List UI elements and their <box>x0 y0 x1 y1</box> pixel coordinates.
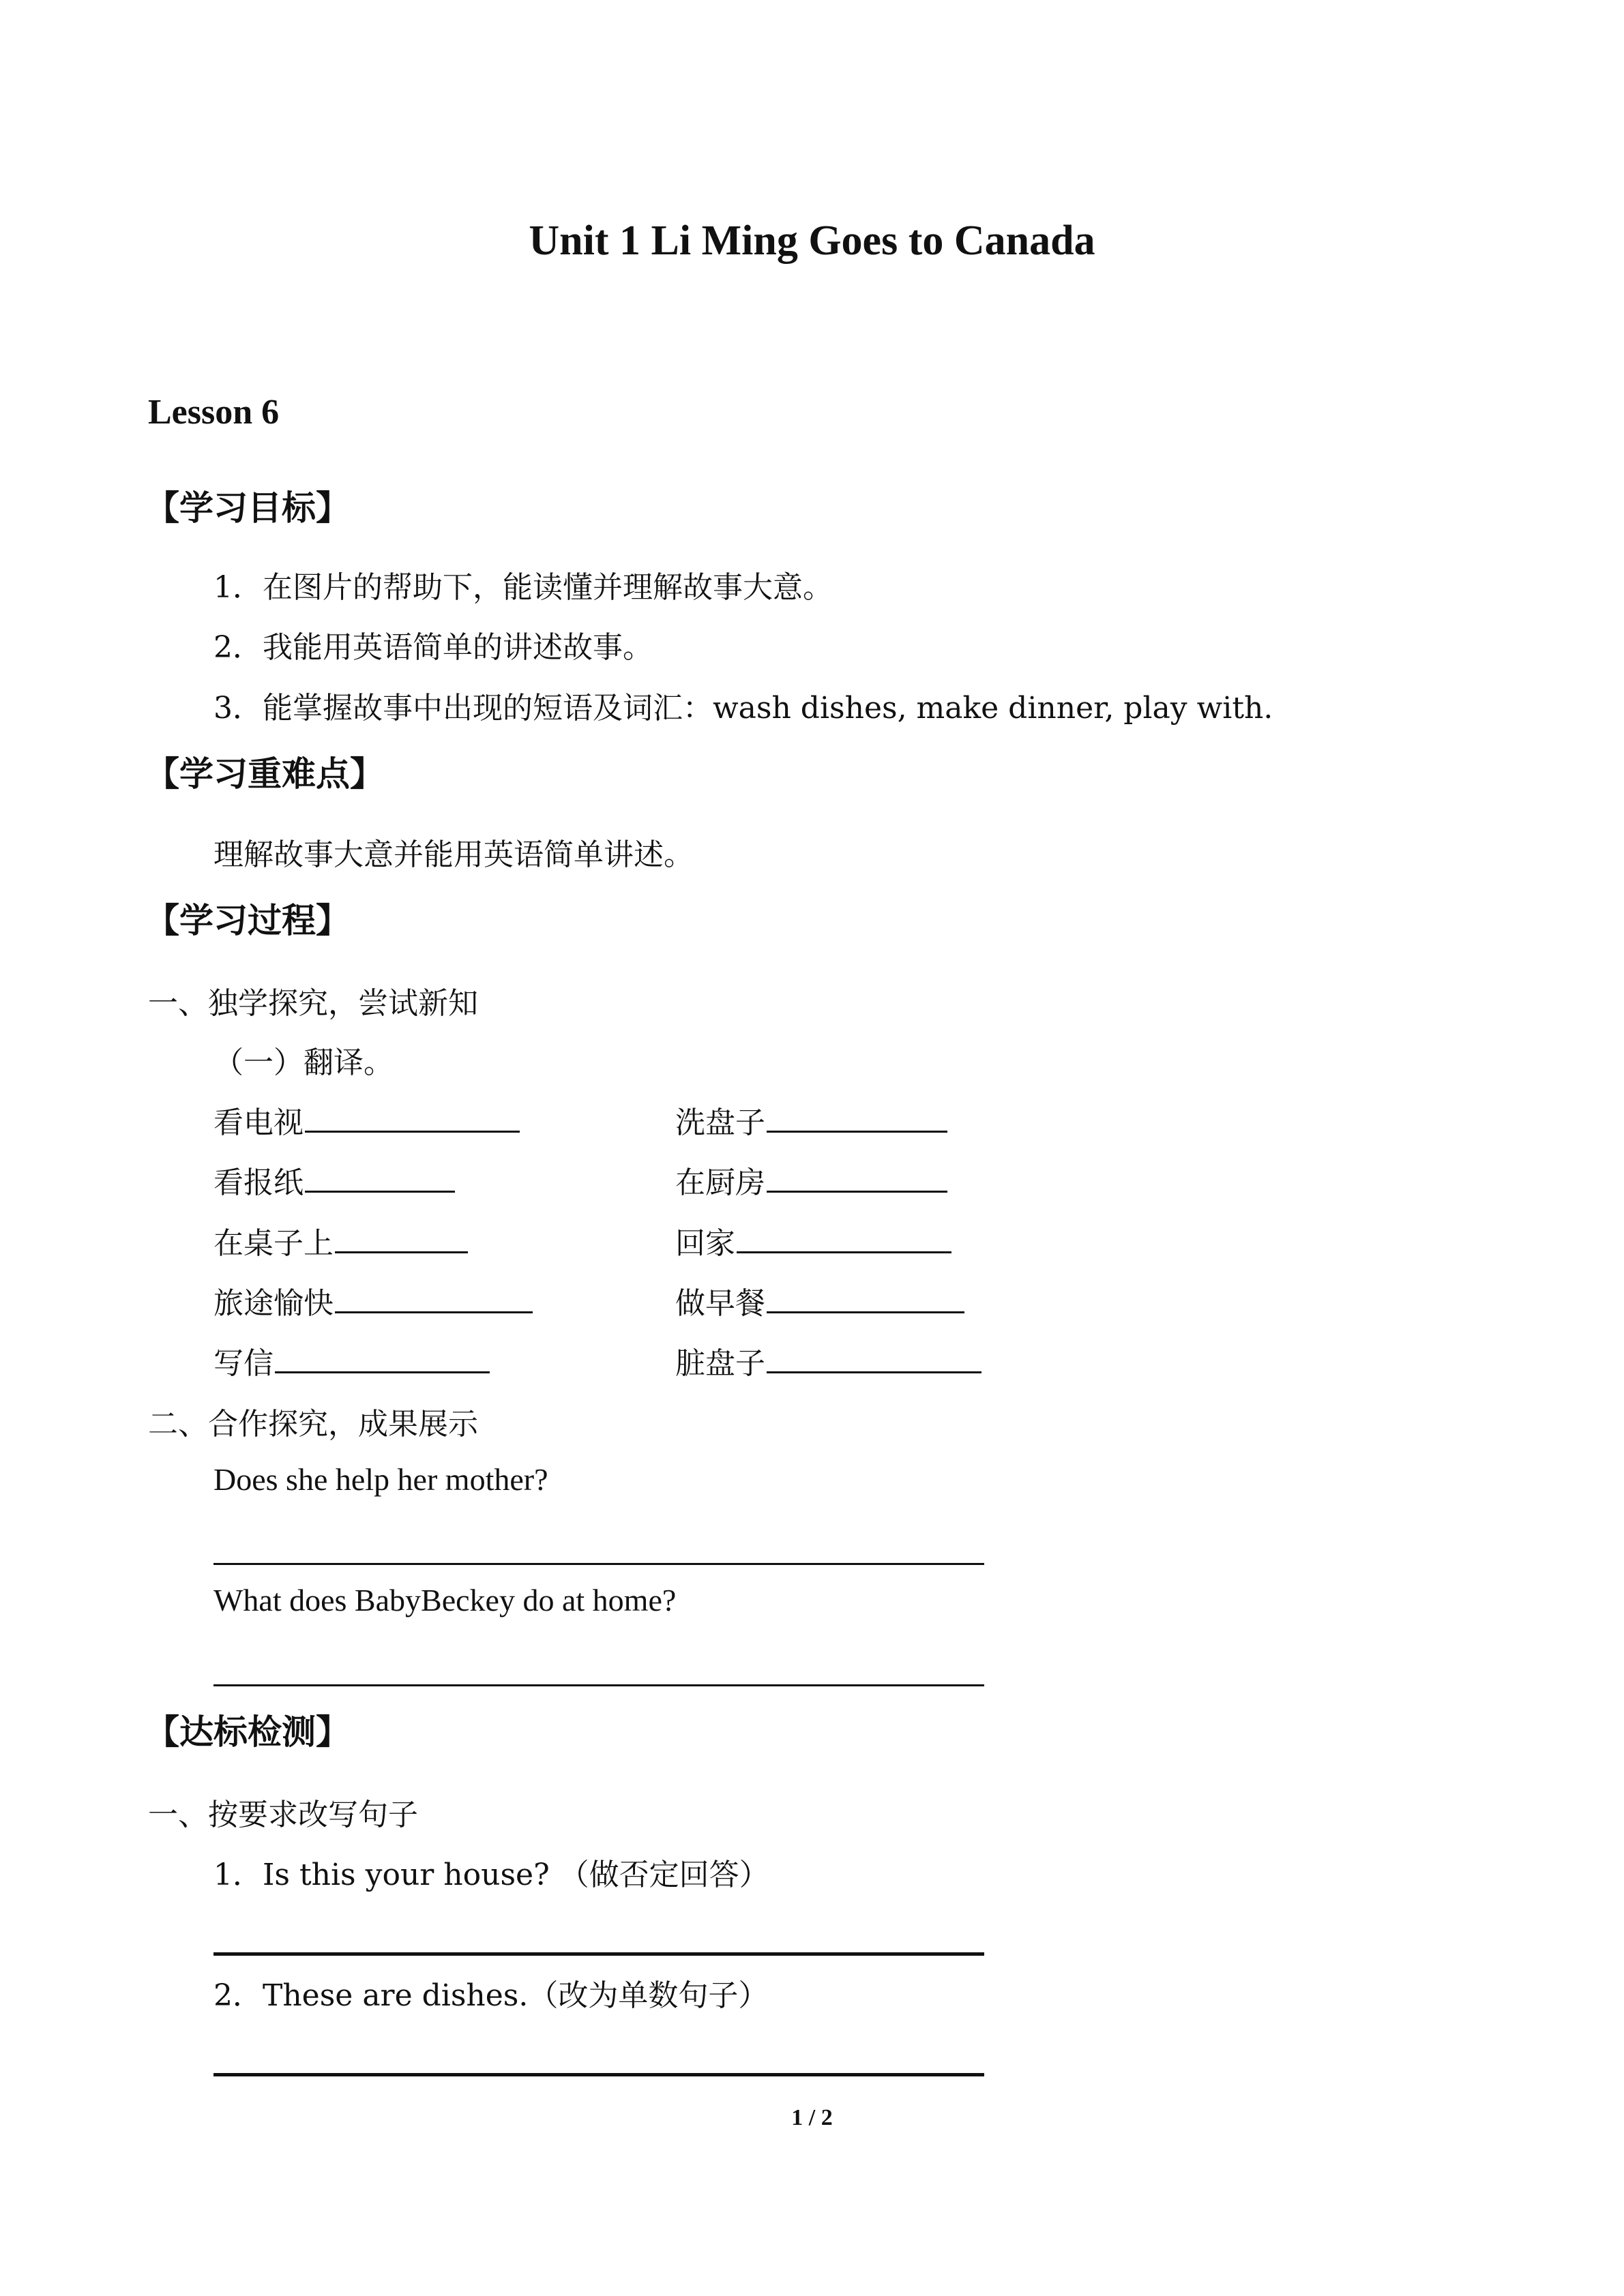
objective-item: 2．我能用英语简单的讲述故事。 <box>213 630 653 665</box>
key-points-text: 理解故事大意并能用英语简单讲述。 <box>213 837 694 872</box>
translation-item-right <box>675 1339 981 1382</box>
translation-term: 写信 <box>213 1346 274 1381</box>
objectives-heading: 【学习目标】 <box>145 488 350 528</box>
translation-item-left <box>213 1098 520 1142</box>
process-part1-title: 一、独学探究，尝试新知 <box>148 986 478 1021</box>
translation-term: 旅途愉快 <box>213 1286 334 1321</box>
answer-blank[interactable] <box>335 1283 533 1313</box>
answer-blank[interactable] <box>275 1343 490 1373</box>
translation-item-right <box>675 1219 951 1262</box>
translation-item-right <box>675 1158 947 1202</box>
answer-blank[interactable] <box>305 1162 455 1193</box>
answer-blank[interactable] <box>737 1223 951 1253</box>
check-part1-title: 一、按要求改写句子 <box>148 1798 418 1832</box>
answer-line[interactable] <box>213 1563 984 1565</box>
page-title: Unit 1 Li Ming Goes to Canada <box>529 218 1095 264</box>
translation-term: 回家 <box>675 1226 735 1261</box>
answer-blank[interactable] <box>335 1223 468 1253</box>
question: Does she help her mother? <box>213 1462 548 1497</box>
exercise-item: 1．Is this your house? （做否定回答） <box>213 1858 769 1892</box>
answer-line[interactable] <box>213 1684 984 1686</box>
objective-item: 3．能掌握故事中出现的短语及词汇：wash dishes, make dinner, play with. <box>213 691 1273 726</box>
process-heading: 【学习过程】 <box>145 901 350 940</box>
answer-blank[interactable] <box>767 1283 964 1313</box>
translation-term: 做早餐 <box>675 1286 765 1321</box>
translation-term: 洗盘子 <box>675 1105 765 1140</box>
translation-item-left <box>213 1279 533 1322</box>
check-heading: 【达标检测】 <box>145 1712 350 1752</box>
translation-item-left <box>213 1339 490 1382</box>
translation-term: 看电视 <box>213 1105 304 1140</box>
lesson-heading: Lesson 6 <box>148 393 280 432</box>
translation-term: 脏盘子 <box>675 1346 765 1381</box>
answer-blank[interactable] <box>767 1162 947 1193</box>
answer-line[interactable] <box>213 1952 984 1956</box>
answer-blank[interactable] <box>305 1102 520 1133</box>
question: What does BabyBeckey do at home? <box>213 1583 677 1617</box>
translation-item-right <box>675 1098 947 1142</box>
key-points-heading: 【学习重难点】 <box>145 754 384 794</box>
answer-line[interactable] <box>213 2073 984 2076</box>
answer-blank[interactable] <box>767 1343 981 1373</box>
translation-term: 看报纸 <box>213 1165 304 1200</box>
process-part2-title: 二、合作探究，成果展示 <box>148 1407 478 1442</box>
translation-term: 在厨房 <box>675 1165 765 1200</box>
translation-item-right <box>675 1279 964 1322</box>
answer-blank[interactable] <box>767 1102 947 1133</box>
page-number: 1 / 2 <box>791 2105 833 2130</box>
translation-item-left <box>213 1219 468 1262</box>
translation-term: 在桌子上 <box>213 1226 334 1261</box>
exercise-item: 2．These are dishes.（改为单数句子） <box>213 1978 769 2013</box>
translation-item-left <box>213 1158 455 1202</box>
objective-item: 1．在图片的帮助下，能读懂并理解故事大意。 <box>213 570 833 605</box>
translation-subheading: （一）翻译。 <box>213 1045 394 1080</box>
